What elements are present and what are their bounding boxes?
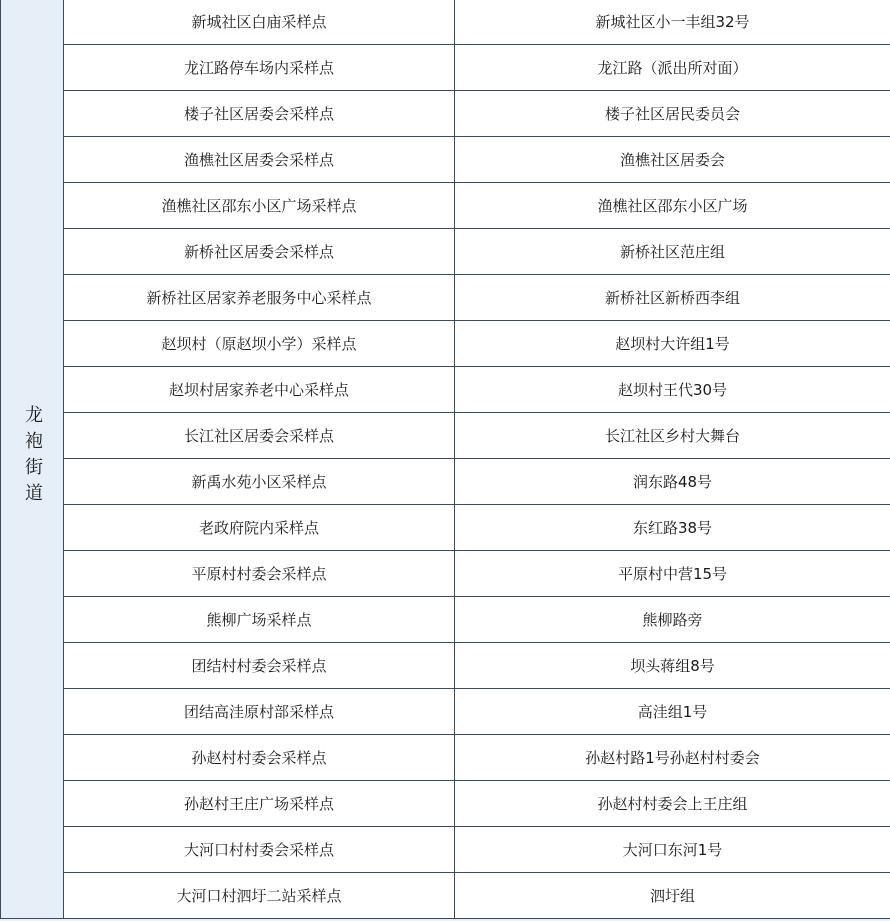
district-label: 龙袍街道 — [22, 404, 43, 509]
table-row — [1, 735, 890, 781]
site-address-cell: 高洼组1号 — [455, 689, 890, 735]
table-row — [1, 459, 890, 505]
table-row — [1, 229, 890, 275]
site-name-cell: 新桥社区居委会采样点 — [64, 229, 455, 275]
site-address-cell: 赵坝村王代30号 — [455, 367, 890, 413]
site-address-cell: 楼子社区居民委员会 — [455, 91, 890, 137]
site-name-cell: 新城社区白庙采样点 — [64, 0, 455, 45]
site-address-cell: 平原村中营15号 — [455, 551, 890, 597]
table-row — [1, 643, 890, 689]
site-name-cell: 孙赵村王庄广场采样点 — [64, 781, 455, 827]
table-row — [1, 413, 890, 459]
site-address-cell: 孙赵村路1号孙赵村村委会 — [455, 735, 890, 781]
site-address-cell: 新桥社区范庄组 — [455, 229, 890, 275]
site-address-cell: 渔樵社区邵东小区广场 — [455, 183, 890, 229]
site-name-cell: 新桥社区居家养老服务中心采样点 — [64, 275, 455, 321]
site-address-cell: 熊柳路旁 — [455, 597, 890, 643]
table-row — [1, 689, 890, 735]
site-name-cell: 团结村村委会采样点 — [64, 643, 455, 689]
site-address-cell: 赵坝村大许组1号 — [455, 321, 890, 367]
site-address-cell: 龙江路（派出所对面） — [455, 45, 890, 91]
site-name-cell: 孙赵村村委会采样点 — [64, 735, 455, 781]
site-name-cell: 渔樵社区居委会采样点 — [64, 137, 455, 183]
site-name-cell: 赵坝村居家养老中心采样点 — [64, 367, 455, 413]
site-name-cell: 熊柳广场采样点 — [64, 597, 455, 643]
site-name-cell: 楼子社区居委会采样点 — [64, 91, 455, 137]
site-name-cell: 长江社区居委会采样点 — [64, 413, 455, 459]
site-address-cell: 长江社区乡村大舞台 — [455, 413, 890, 459]
site-address-cell: 泗圩组 — [455, 873, 890, 919]
site-address-cell: 东红路38号 — [455, 505, 890, 551]
site-name-cell: 团结高洼原村部采样点 — [64, 689, 455, 735]
site-name-cell: 新禹水苑小区采样点 — [64, 459, 455, 505]
site-address-cell: 润东路48号 — [455, 459, 890, 505]
table-row — [1, 781, 890, 827]
table-row — [1, 91, 890, 137]
table-row — [1, 321, 890, 367]
district-cell — [1, 0, 64, 919]
table-row — [1, 275, 890, 321]
table-row — [1, 505, 890, 551]
site-address-cell: 渔樵社区居委会 — [455, 137, 890, 183]
site-name-cell: 平原村村委会采样点 — [64, 551, 455, 597]
table-row — [1, 827, 890, 873]
table-body — [1, 0, 890, 919]
site-name-cell: 渔樵社区邵东小区广场采样点 — [64, 183, 455, 229]
table-row — [1, 183, 890, 229]
site-address-cell: 新桥社区新桥西李组 — [455, 275, 890, 321]
table-row — [1, 367, 890, 413]
site-name-cell: 赵坝村（原赵坝小学）采样点 — [64, 321, 455, 367]
site-name-cell: 大河口村村委会采样点 — [64, 827, 455, 873]
table-row — [1, 873, 890, 919]
site-name-cell: 大河口村泗圩二站采样点 — [64, 873, 455, 919]
site-address-cell: 坝头蒋组8号 — [455, 643, 890, 689]
table-row — [1, 0, 890, 45]
site-address-cell: 大河口东河1号 — [455, 827, 890, 873]
table-row — [1, 597, 890, 643]
site-address-cell: 孙赵村村委会上王庄组 — [455, 781, 890, 827]
table-row — [1, 551, 890, 597]
site-name-cell: 老政府院内采样点 — [64, 505, 455, 551]
site-name-cell: 龙江路停车场内采样点 — [64, 45, 455, 91]
table-row — [1, 45, 890, 91]
table-row — [1, 137, 890, 183]
site-address-cell: 新城社区小一丰组32号 — [455, 0, 890, 45]
